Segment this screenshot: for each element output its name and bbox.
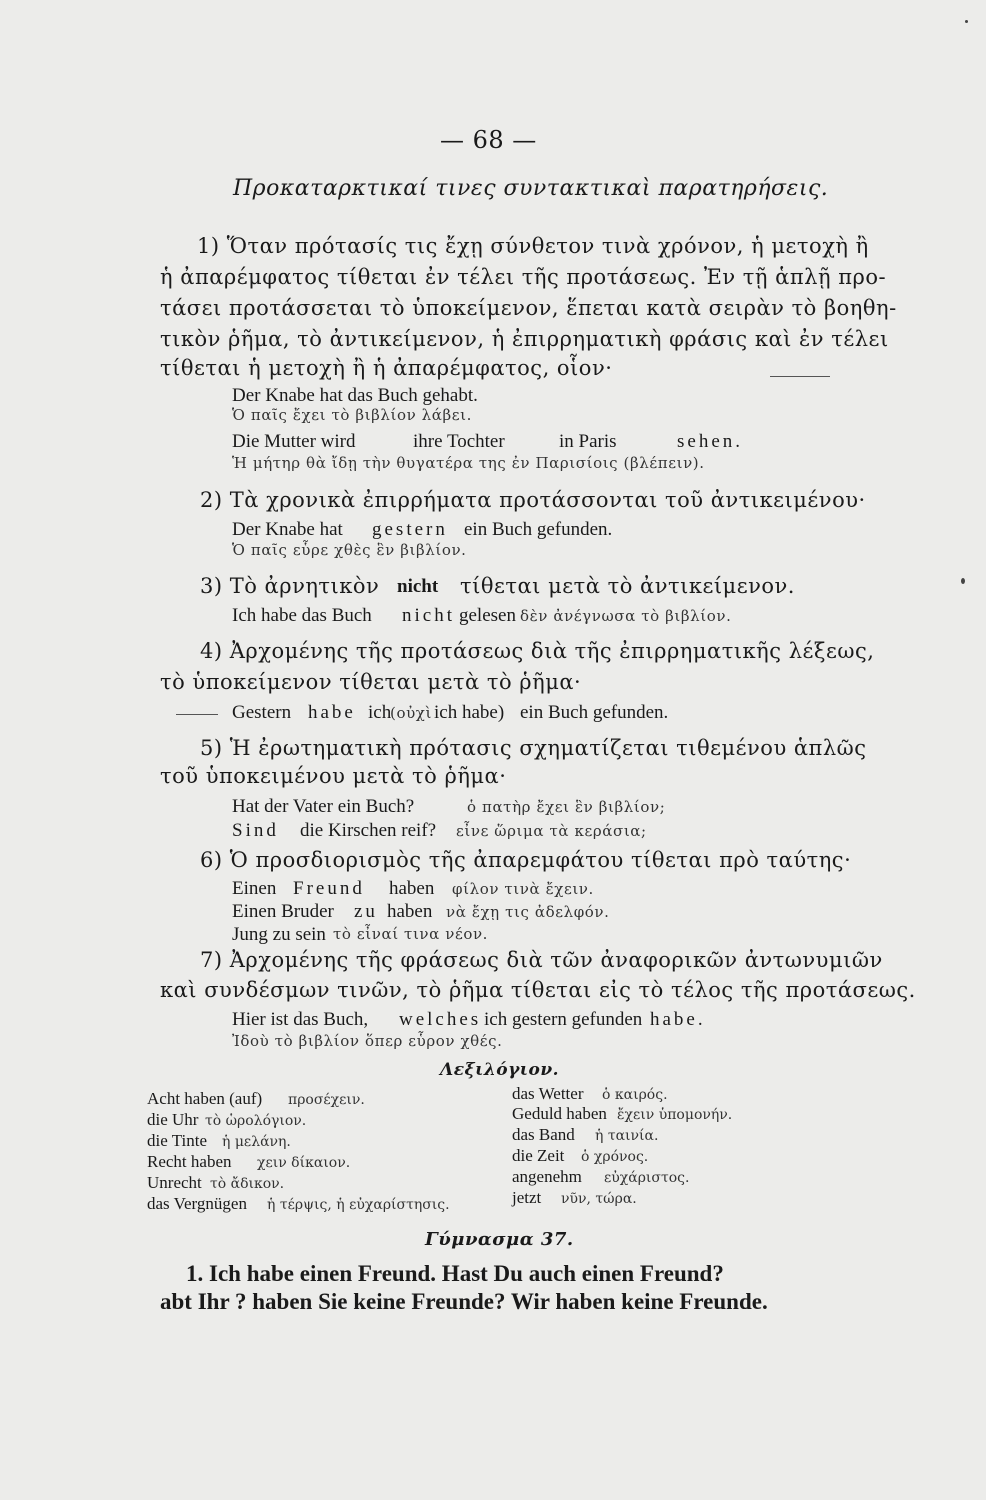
lexicon-entry-gr: προσέχειν. [288, 1092, 365, 1108]
lexicon-entry-de: Geduld haben [512, 1104, 607, 1123]
german-example: haben [389, 878, 435, 899]
lexicon-entry-de: angenehm [512, 1167, 582, 1186]
greek-translation: ὁ πατὴρ ἔχει ἓν βιβλίον; [467, 798, 666, 816]
greek-translation: νὰ ἔχῃ τις ἀδελφόν. [446, 903, 610, 921]
german-example: in Paris [559, 431, 617, 452]
margin-speck [965, 20, 968, 23]
greek-translation: (οὐχὶ [390, 704, 432, 722]
margin-speck [961, 578, 965, 584]
lexicon-entry-gr: ἔχειν ὑπομονήν. [617, 1107, 733, 1123]
german-example: Einen Bruder [232, 901, 334, 922]
greek-translation: δὲν ἀνέγνωσα τὸ βιβλίον. [520, 607, 732, 625]
greek-translation: Ὁ παῖς εὗρε χθὲς ἓν βιβλίον. [232, 541, 467, 559]
lexicon-entry-de: die Tinte [147, 1131, 207, 1150]
paragraph-line: τοῦ ὑποκειμένου μετὰ τὸ ῥῆμα· [160, 764, 507, 788]
paragraph-line: 1) Ὅταν πρότασίς τις ἔχῃ σύνθετον τινὰ χρόνον, ἡ μετοχὴ ἢ [197, 234, 869, 258]
lexicon-entry-gr: ὁ χρόνος. [581, 1149, 649, 1165]
german-example: Freund [293, 878, 365, 899]
german-example: Die Mutter wird [232, 431, 356, 452]
german-example: Der Knabe hat das Buch gehabt. [232, 385, 478, 406]
greek-translation: Ἰδοὺ τὸ βιβλίον ὅπερ εὗρον χθές. [232, 1032, 503, 1050]
exercise-line: 1. Ich habe einen Freund. Hast Du auch einen Freund? [186, 1261, 724, 1286]
german-example: Hier ist das Buch, [232, 1009, 369, 1030]
print-artifact [770, 376, 830, 377]
german-example: gestern [372, 519, 448, 540]
lexicon-entry-gr: νῦν, τώρα. [561, 1191, 637, 1207]
paragraph-line: τάσει προτάσσεται τὸ ὑποκείμενον, ἕπεται κατὰ σειρὰν τὸ βοηθη- [160, 296, 897, 320]
german-example: ich habe) [434, 702, 505, 723]
lexicon-entry-gr: ἡ ταινία. [595, 1128, 659, 1144]
paragraph-line: καὶ συνδέσμων τινῶν, τὸ ῥῆμα τίθεται εἰς τὸ τέλος τῆς προτάσεως. [160, 978, 916, 1002]
paragraph-line: 3) Τὸ ἀρνητικὸν [200, 574, 380, 598]
paragraph-line: τὸ ὑποκείμενον τίθεται μετὰ τὸ ῥῆμα· [160, 670, 582, 694]
paragraph-line: τίθεται μετὰ τὸ ἀντικείμενον. [460, 574, 795, 598]
lexicon-entry-de: das Vergnügen [147, 1194, 247, 1213]
lexicon-entry-de: Recht haben [147, 1152, 232, 1171]
dash-mark [176, 714, 218, 715]
german-example: ich gestern gefunden [484, 1009, 643, 1030]
german-example: ein Buch gefunden. [520, 702, 669, 723]
paragraph-line: 6) Ὁ προσδιορισμὸς τῆς ἀπαρεμφάτου τίθεται πρὸ ταύτης· [200, 848, 852, 872]
greek-translation: Ἡ μήτηρ θὰ ἴδῃ τὴν θυγατέρα της ἐν Παρισίοις (βλέπειν). [232, 454, 705, 472]
lexicon-entry-gr: ἡ μελάνη. [222, 1134, 291, 1150]
german-example: habe. [650, 1009, 706, 1030]
greek-translation: εἶνε ὥριμα τὰ κεράσια; [456, 822, 647, 840]
lexicon-entry-gr: χειν δίκαιον. [257, 1155, 351, 1171]
german-example: haben [387, 901, 433, 922]
german-example: gelesen [459, 605, 516, 626]
greek-translation: Ὁ παῖς ἔχει τὸ βιβλίον λάβει. [232, 406, 473, 424]
paragraph-line: τίθεται ἡ μετοχὴ ἢ ἡ ἀπαρέμφατος, οἷον· [160, 356, 613, 380]
german-example: Ich habe das Buch [232, 605, 372, 626]
paragraph-line: 4) Ἀρχομένης τῆς προτάσεως διὰ τῆς ἐπιρρηματικῆς λέξεως, [200, 639, 875, 663]
german-example: Einen [232, 878, 277, 899]
page-number: — 68 — [440, 126, 537, 154]
lexicon-entry-de: das Wetter [512, 1084, 584, 1103]
german-example: Sind [232, 820, 279, 841]
german-example: Jung zu sein [232, 924, 326, 945]
greek-translation: τὸ εἶναί τινα νέον. [333, 925, 489, 943]
german-example: Gestern [232, 702, 292, 723]
german-example: sehen. [677, 431, 744, 452]
german-example: ihre Tochter [413, 431, 505, 452]
lexicon-entry-de: Unrecht [147, 1173, 202, 1192]
section-heading: Προκαταρκτικαί τινες συντακτικαὶ παρατηρήσεις. [233, 176, 829, 201]
german-example: nicht [402, 605, 455, 626]
paragraph-line: τικὸν ῥῆμα, τὸ ἀντικείμενον, ἡ ἐπιρρηματικὴ φράσις καὶ ἐν τέλει [160, 327, 889, 351]
paragraph-line: nicht [397, 576, 439, 597]
german-example: ich [368, 702, 392, 723]
paragraph-line: 5) Ἡ ἐρωτηματικὴ πρότασις σχηματίζεται τιθεμένου ἁπλῶς [200, 736, 867, 760]
lexicon-entry-gr: τὸ ὡρολόγιον. [205, 1113, 307, 1129]
paragraph-line: 2) Τὰ χρονικὰ ἐπιρρήματα προτάσσονται τοῦ ἀντικειμένου· [200, 488, 866, 512]
lexicon-entry-gr: τὸ ἄδικον. [210, 1176, 285, 1192]
german-example: habe [308, 702, 356, 723]
greek-translation: φίλον τινὰ ἔχειν. [452, 880, 594, 898]
german-example: welches [399, 1009, 482, 1030]
german-example: ein Buch gefunden. [464, 519, 613, 540]
german-example: Der Knabe hat [232, 519, 343, 540]
lexicon-entry-gr: ἡ τέρψις, ἡ εὐχαρίστησις. [267, 1197, 450, 1213]
lexicon-entry-de: die Uhr [147, 1110, 199, 1129]
lexicon-entry-de: Acht haben (auf) [147, 1089, 263, 1108]
lexicon-entry-de: die Zeit [512, 1146, 565, 1165]
lexicon-entry-gr: ὁ καιρός. [602, 1087, 668, 1103]
german-example: zu [354, 901, 378, 922]
lexicon-entry-gr: εὐχάριστος. [604, 1170, 690, 1186]
lexicon-entry-de: das Band [512, 1125, 575, 1144]
german-example: Hat der Vater ein Buch? [232, 796, 415, 817]
paragraph-line: 7) Ἀρχομένης τῆς φράσεως διὰ τῶν ἀναφορικῶν ἀντωνυμιῶν [200, 948, 883, 972]
lexicon-title: Λεξιλόγιον. [440, 1060, 560, 1080]
lexicon-entry-de: jetzt [512, 1188, 542, 1207]
exercise-line: abt Ihr ? haben Sie keine Freunde? Wir haben keine Freunde. [160, 1289, 768, 1314]
paragraph-line: ἡ ἀπαρέμφατος τίθεται ἐν τέλει τῆς προτάσεως. Ἐν τῇ ἁπλῇ προ- [160, 265, 887, 289]
exercise-title: Γύμνασμα 37. [425, 1229, 574, 1250]
german-example: die Kirschen reif? [300, 820, 437, 841]
